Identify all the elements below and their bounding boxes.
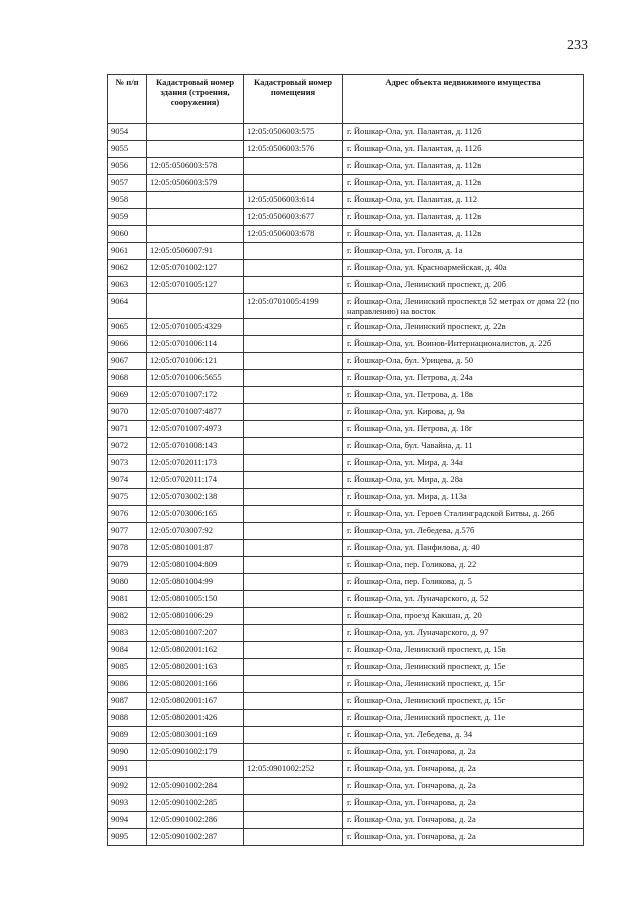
row-number: 9083 — [108, 625, 147, 642]
row-number: 9087 — [108, 693, 147, 710]
premises-cadastral-number — [244, 506, 343, 523]
address: г. Йошкар-Ола, Ленинский проспект, д. 20б — [343, 277, 584, 294]
row-number: 9058 — [108, 192, 147, 209]
building-cadastral-number: 12:05:0702011:174 — [147, 472, 244, 489]
building-cadastral-number: 12:05:0701002:127 — [147, 260, 244, 277]
address: г. Йошкар-Ола, ул. Воинов-Интернационалистов, д. 22б — [343, 336, 584, 353]
address: г. Йошкар-Ола, ул. Кирова, д. 9а — [343, 404, 584, 421]
building-cadastral-number: 12:05:0703007:92 — [147, 523, 244, 540]
address: г. Йошкар-Ола, ул. Палантая, д. 112в — [343, 175, 584, 192]
table-row — [108, 642, 584, 659]
row-number: 9065 — [108, 319, 147, 336]
building-cadastral-number: 12:05:0701007:4973 — [147, 421, 244, 438]
row-number: 9075 — [108, 489, 147, 506]
address: г. Йошкар-Ола, Ленинский проспект, д. 11е — [343, 710, 584, 727]
building-cadastral-number: 12:05:0901002:286 — [147, 812, 244, 829]
table-row — [108, 175, 584, 192]
address: г. Йошкар-Ола, ул. Гончарова, д. 2а — [343, 744, 584, 761]
row-number: 9062 — [108, 260, 147, 277]
premises-cadastral-number — [244, 319, 343, 336]
header-row-number: № п/п — [108, 75, 147, 124]
premises-cadastral-number — [244, 642, 343, 659]
table-row — [108, 778, 584, 795]
table-row — [108, 489, 584, 506]
address: г. Йошкар-Ола, Ленинский проспект, д. 15е — [343, 659, 584, 676]
table-row — [108, 404, 584, 421]
building-cadastral-number: 12:05:0801001:87 — [147, 540, 244, 557]
table-row — [108, 192, 584, 209]
table-row — [108, 727, 584, 744]
premises-cadastral-number — [244, 158, 343, 175]
building-cadastral-number: 12:05:0803001:169 — [147, 727, 244, 744]
table-row — [108, 795, 584, 812]
premises-cadastral-number — [244, 812, 343, 829]
address: г. Йошкар-Ола, ул. Лебедева, д.57б — [343, 523, 584, 540]
building-cadastral-number: 12:05:0801005:150 — [147, 591, 244, 608]
building-cadastral-number: 12:05:0703002:138 — [147, 489, 244, 506]
building-cadastral-number: 12:05:0802001:167 — [147, 693, 244, 710]
address: г. Йошкар-Ола, Ленинский проспект, д. 22в — [343, 319, 584, 336]
address: г. Йошкар-Ола, ул. Петрова, д. 18г — [343, 421, 584, 438]
premises-cadastral-number — [244, 455, 343, 472]
address: г. Йошкар-Ола, ул. Гоголя, д. 1а — [343, 243, 584, 260]
address: г. Йошкар-Ола, ул. Панфилова, д. 40 — [343, 540, 584, 557]
building-cadastral-number: 12:05:0701007:4877 — [147, 404, 244, 421]
building-cadastral-number: 12:05:0801004:809 — [147, 557, 244, 574]
table-row — [108, 608, 584, 625]
building-cadastral-number: 12:05:0802001:162 — [147, 642, 244, 659]
row-number: 9091 — [108, 761, 147, 778]
row-number: 9089 — [108, 727, 147, 744]
row-number: 9093 — [108, 795, 147, 812]
table-row — [108, 294, 584, 319]
address: г. Йошкар-Ола, ул. Гончарова, д. 2а — [343, 812, 584, 829]
building-cadastral-number: 12:05:0802001:166 — [147, 676, 244, 693]
premises-cadastral-number — [244, 489, 343, 506]
table-row — [108, 260, 584, 277]
address: г. Йошкар-Ола, Ленинский проспект, д. 15г — [343, 676, 584, 693]
table-row — [108, 336, 584, 353]
table-row — [108, 455, 584, 472]
row-number: 9060 — [108, 226, 147, 243]
premises-cadastral-number — [244, 795, 343, 812]
address: г. Йошкар-Ола, пер. Голикова, д. 22 — [343, 557, 584, 574]
row-number: 9077 — [108, 523, 147, 540]
header-premises-cadastral: Кадастровый номер помещения — [244, 75, 343, 124]
table-row — [108, 829, 584, 846]
building-cadastral-number — [147, 141, 244, 158]
address: г. Йошкар-Ола, ул. Палантая, д. 112б — [343, 124, 584, 141]
row-number: 9066 — [108, 336, 147, 353]
row-number: 9061 — [108, 243, 147, 260]
address: г. Йошкар-Ола, проезд Какшан, д. 20 — [343, 608, 584, 625]
premises-cadastral-number — [244, 175, 343, 192]
table-row — [108, 421, 584, 438]
row-number: 9094 — [108, 812, 147, 829]
table-row — [108, 141, 584, 158]
table-row — [108, 438, 584, 455]
premises-cadastral-number: 12:05:0506003:677 — [244, 209, 343, 226]
table-row — [108, 761, 584, 778]
building-cadastral-number — [147, 209, 244, 226]
building-cadastral-number — [147, 124, 244, 141]
premises-cadastral-number — [244, 421, 343, 438]
row-number: 9063 — [108, 277, 147, 294]
row-number: 9070 — [108, 404, 147, 421]
address: г. Йошкар-Ола, ул. Героев Сталинградской Битвы, д. 26б — [343, 506, 584, 523]
premises-cadastral-number: 12:05:0506003:678 — [244, 226, 343, 243]
address: г. Йошкар-Ола, бул. Урицева, д. 50 — [343, 353, 584, 370]
premises-cadastral-number — [244, 243, 343, 260]
building-cadastral-number: 12:05:0901002:287 — [147, 829, 244, 846]
premises-cadastral-number: 12:05:0901002:252 — [244, 761, 343, 778]
row-number: 9071 — [108, 421, 147, 438]
row-number: 9090 — [108, 744, 147, 761]
table-row — [108, 353, 584, 370]
premises-cadastral-number — [244, 591, 343, 608]
address: г. Йошкар-Ола, ул. Луначарского, д. 97 — [343, 625, 584, 642]
row-number: 9092 — [108, 778, 147, 795]
table-row — [108, 676, 584, 693]
table-row — [108, 209, 584, 226]
table-body — [108, 124, 584, 846]
table-row — [108, 625, 584, 642]
building-cadastral-number: 12:05:0701005:127 — [147, 277, 244, 294]
row-number: 9056 — [108, 158, 147, 175]
table-row — [108, 387, 584, 404]
row-number: 9082 — [108, 608, 147, 625]
address: г. Йошкар-Ола, ул. Луначарского, д. 52 — [343, 591, 584, 608]
building-cadastral-number — [147, 226, 244, 243]
premises-cadastral-number — [244, 540, 343, 557]
premises-cadastral-number — [244, 404, 343, 421]
address: г. Йошкар-Ола, ул. Гончарова, д. 2а — [343, 829, 584, 846]
building-cadastral-number — [147, 761, 244, 778]
premises-cadastral-number: 12:05:0506003:575 — [244, 124, 343, 141]
premises-cadastral-number — [244, 829, 343, 846]
table-row — [108, 710, 584, 727]
premises-cadastral-number — [244, 574, 343, 591]
premises-cadastral-number — [244, 370, 343, 387]
premises-cadastral-number: 12:05:0506003:614 — [244, 192, 343, 209]
address: г. Йошкар-Ола, ул. Мира, д. 34а — [343, 455, 584, 472]
building-cadastral-number: 12:05:0901002:284 — [147, 778, 244, 795]
row-number: 9074 — [108, 472, 147, 489]
table-row — [108, 744, 584, 761]
address: г. Йошкар-Ола, ул. Палантая, д. 112б — [343, 141, 584, 158]
page-number: 233 — [567, 38, 588, 53]
row-number: 9084 — [108, 642, 147, 659]
premises-cadastral-number — [244, 277, 343, 294]
premises-cadastral-number — [244, 727, 343, 744]
table-row — [108, 591, 584, 608]
building-cadastral-number — [147, 192, 244, 209]
address: г. Йошкар-Ола, ул. Гончарова, д. 2а — [343, 795, 584, 812]
table-row — [108, 472, 584, 489]
property-table — [107, 74, 584, 846]
row-number: 9054 — [108, 124, 147, 141]
row-number: 9073 — [108, 455, 147, 472]
row-number: 9057 — [108, 175, 147, 192]
address: г. Йошкар-Ола, ул. Мира, д. 28а — [343, 472, 584, 489]
table-row — [108, 523, 584, 540]
premises-cadastral-number — [244, 744, 343, 761]
row-number: 9064 — [108, 294, 147, 319]
table-row — [108, 540, 584, 557]
row-number: 9055 — [108, 141, 147, 158]
premises-cadastral-number — [244, 710, 343, 727]
table-row — [108, 659, 584, 676]
table-row — [108, 506, 584, 523]
building-cadastral-number: 12:05:0703006:165 — [147, 506, 244, 523]
premises-cadastral-number — [244, 676, 343, 693]
address: г. Йошкар-Ола, ул. Гончарова, д. 2а — [343, 761, 584, 778]
building-cadastral-number: 12:05:0801007:207 — [147, 625, 244, 642]
address: г. Йошкар-Ола, ул. Гончарова, д. 2а — [343, 778, 584, 795]
premises-cadastral-number — [244, 387, 343, 404]
row-number: 9069 — [108, 387, 147, 404]
building-cadastral-number: 12:05:0801004:99 — [147, 574, 244, 591]
table-header-row — [108, 75, 584, 124]
address: г. Йошкар-Ола, Ленинский проспект,в 52 метрах от дома 22 (по направлению) на восток — [343, 294, 584, 319]
row-number: 9081 — [108, 591, 147, 608]
address: г. Йошкар-Ола, Ленинский проспект, д. 15г — [343, 693, 584, 710]
address: г. Йошкар-Ола, ул. Палантая, д. 112 — [343, 192, 584, 209]
address: г. Йошкар-Ола, бул. Чавайна, д. 11 — [343, 438, 584, 455]
header-address: Адрес объекта недвижимого имущества — [343, 75, 584, 124]
address: г. Йошкар-Ола, ул. Палантая, д. 112в — [343, 158, 584, 175]
table-row — [108, 812, 584, 829]
premises-cadastral-number — [244, 336, 343, 353]
row-number: 9078 — [108, 540, 147, 557]
address: г. Йошкар-Ола, пер. Голикова, д. 5 — [343, 574, 584, 591]
table-row — [108, 243, 584, 260]
address: г. Йошкар-Ола, Ленинский проспект, д. 15в — [343, 642, 584, 659]
row-number: 9085 — [108, 659, 147, 676]
row-number: 9079 — [108, 557, 147, 574]
premises-cadastral-number — [244, 778, 343, 795]
table-row — [108, 277, 584, 294]
premises-cadastral-number — [244, 472, 343, 489]
header-building-cadastral: Кадастровый номер здания (строения, сооружения) — [147, 75, 244, 124]
table-row — [108, 158, 584, 175]
row-number: 9059 — [108, 209, 147, 226]
premises-cadastral-number: 12:05:0701005:4199 — [244, 294, 343, 319]
address: г. Йошкар-Ола, ул. Красноармейская, д. 40а — [343, 260, 584, 277]
premises-cadastral-number — [244, 557, 343, 574]
building-cadastral-number: 12:05:0701008:143 — [147, 438, 244, 455]
address: г. Йошкар-Ола, ул. Петрова, д. 18в — [343, 387, 584, 404]
row-number: 9068 — [108, 370, 147, 387]
address: г. Йошкар-Ола, ул. Мира, д. 113а — [343, 489, 584, 506]
building-cadastral-number: 12:05:0701005:4329 — [147, 319, 244, 336]
premises-cadastral-number — [244, 659, 343, 676]
table-row — [108, 319, 584, 336]
premises-cadastral-number — [244, 625, 343, 642]
building-cadastral-number: 12:05:0506003:578 — [147, 158, 244, 175]
row-number: 9067 — [108, 353, 147, 370]
table-row — [108, 557, 584, 574]
table-row — [108, 370, 584, 387]
building-cadastral-number: 12:05:0901002:285 — [147, 795, 244, 812]
building-cadastral-number: 12:05:0701006:5655 — [147, 370, 244, 387]
building-cadastral-number: 12:05:0506007:91 — [147, 243, 244, 260]
building-cadastral-number: 12:05:0901002:179 — [147, 744, 244, 761]
table-row — [108, 124, 584, 141]
table-row — [108, 693, 584, 710]
row-number: 9086 — [108, 676, 147, 693]
building-cadastral-number: 12:05:0802001:163 — [147, 659, 244, 676]
row-number: 9080 — [108, 574, 147, 591]
building-cadastral-number: 12:05:0801006:29 — [147, 608, 244, 625]
premises-cadastral-number — [244, 353, 343, 370]
table-row — [108, 226, 584, 243]
building-cadastral-number: 12:05:0702011:173 — [147, 455, 244, 472]
premises-cadastral-number — [244, 523, 343, 540]
premises-cadastral-number — [244, 260, 343, 277]
building-cadastral-number: 12:05:0701006:114 — [147, 336, 244, 353]
premises-cadastral-number — [244, 438, 343, 455]
premises-cadastral-number: 12:05:0506003:576 — [244, 141, 343, 158]
building-cadastral-number: 12:05:0701006:121 — [147, 353, 244, 370]
building-cadastral-number: 12:05:0701007:172 — [147, 387, 244, 404]
building-cadastral-number: 12:05:0506003:579 — [147, 175, 244, 192]
address: г. Йошкар-Ола, ул. Палантая, д. 112в — [343, 226, 584, 243]
address: г. Йошкар-Ола, ул. Петрова, д. 24а — [343, 370, 584, 387]
row-number: 9088 — [108, 710, 147, 727]
address: г. Йошкар-Ола, ул. Палантая, д. 112в — [343, 209, 584, 226]
row-number: 9072 — [108, 438, 147, 455]
building-cadastral-number — [147, 294, 244, 319]
premises-cadastral-number — [244, 608, 343, 625]
premises-cadastral-number — [244, 693, 343, 710]
table-row — [108, 574, 584, 591]
row-number: 9076 — [108, 506, 147, 523]
row-number: 9095 — [108, 829, 147, 846]
address: г. Йошкар-Ола, ул. Лебедева, д. 34 — [343, 727, 584, 744]
building-cadastral-number: 12:05:0802001:426 — [147, 710, 244, 727]
